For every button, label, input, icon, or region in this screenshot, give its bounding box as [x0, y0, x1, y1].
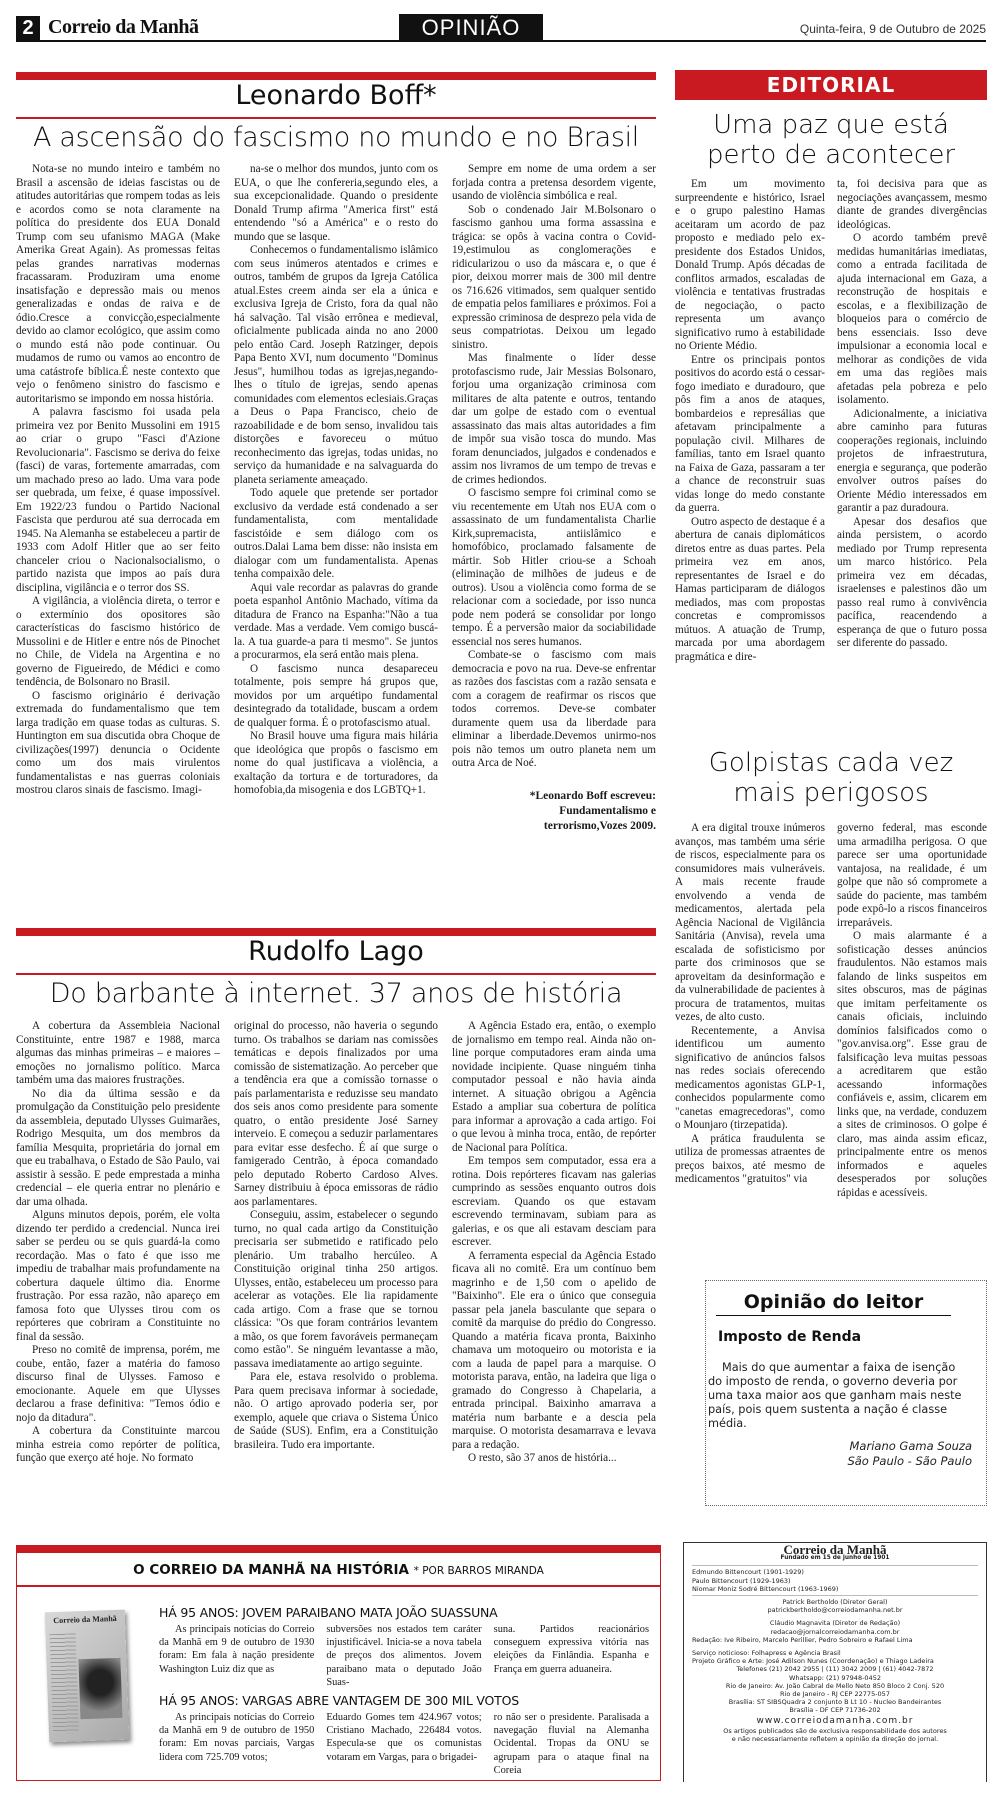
signature-line: Fundamentalismo e [559, 804, 656, 817]
lago-top-bar [16, 928, 656, 936]
history-item-1-title: HÁ 95 ANOS: JOVEM PARAIBANO MATA JOÃO SUASSUNA [159, 1605, 498, 1620]
paragraph: na-se o melhor dos mundos, junto com os EUA, o que lhe confereria,segundo eles, a sua excepcionalidade. Quando o presidente Donald Trump afirma "America first" está entendendo "só a América" e o resto do mundo que se lasque. [234, 163, 438, 243]
clipping-photo [78, 1658, 122, 1719]
paragraph: Conhecemos o fundamentalismo islâmico com seus inúmeros atentados e crimes e outros, também de grupos da Igreja Católica atual.Estes creem ainda ser ela a única e exclusiva Igreja de Cristo, fora da qual não há salvação. Tal visão errônea e medieval, oficialmente publicada ainda no ano 2000 pelo então Card. Joseph Ratzinger, depois Papa Bento XVI, num documento "Dominus Jesus", humilhou todas as igrejas,negando-lhes o título de igrejas, sendo apenas comunidades com elementos eclesiais.Graças a Deus o Papa Francisco, cheio de razoabilidade e de bom senso, invalidou tais distorções e favoreceu o mútuo reconhecimento das igrejas, todas unidas, no serviço da humanidade e na salvaguarda do planeta seriamente ameaçado. [234, 244, 438, 486]
paragraph: As principais notícias do Correio da Manhã em 9 de outubro de 1950 foram: Em novas parciais, Vargas lidera com 725.709 votos; [159, 1712, 315, 1763]
editorial-column-2 [837, 178, 987, 708]
lago-column-2 [234, 1020, 438, 1520]
address-rio: Rio de Janeiro: Av. João Cabral de Mello Neto 850 Bloco 2 Conj. 520 [725, 1681, 945, 1690]
paragraph: Sob o condenado Jair M.Bolsonaro o fascismo ganhou uma forma assassina e trágica: se opôs à vacina contra o Covid-19,estimulou as conglomerações e ridicularizou o uso da máscara e, o que é pior, deixou morrer mais de 300 mil dentre os 716.626 vitimados, sem qualquer sentido de empatia pelos familiares e próximos. Foi a expressão criminosa de desprezo pela vida de seus compatriotas. Deixou um legado sinistro. [452, 203, 656, 351]
boff-body [16, 163, 656, 903]
history-title: O CORREIO DA MANHÃ NA HISTÓRIA [133, 1562, 409, 1578]
whatsapp-number: Whatsapp: (21) 97948-0452 [789, 1673, 881, 1682]
reader-opinion-box [705, 1280, 987, 1506]
boff-headline: A ascensão do fascismo no mundo e no Brasil [32, 122, 639, 153]
paragraph: A Agência Estado era, então, o exemplo de jornalismo em tempo real. Ainda não on-line porque computadores eram ainda uma novidade incipiente. Quase ninguém tinha computador pessoal e não havia ainda internet. A situação obrigou a Agência Estado a ampliar sua cobertura de política para informar a aprovação a cada artigo. Foi o que levou à minha troca, então, de repórter de Nacional para Política. [452, 1020, 656, 1154]
title-line: mais perigosos [733, 778, 929, 808]
history-item-1-body [159, 1623, 649, 1689]
history-header [17, 1553, 660, 1587]
paragraph: subversões nos estados tem caráter injustificável. Inicia-se a nova tabela de preços dos alimentos. Jovem paraibano mata o deputado João Suas- [326, 1624, 482, 1688]
website-link[interactable]: www.correiodamanha.com.br [756, 1715, 914, 1726]
history-column [326, 1623, 481, 1689]
lago-author: Rudolfo Lago [248, 936, 424, 967]
paragraph: suna. Partidos reacionários conseguem expressiva vitória nas eleições da Finlândia. Espanha e França em guerra aduaneira. [493, 1624, 649, 1675]
paragraph: Alguns minutos depois, porém, ele volta dizendo ter perdido a credencial. Nunca irei saber se perdeu ou se quis guardá-la como recordação. Mas o fato é que isso me impediu de trabalhar mais profundamente na cobertura daquele último dia. Enorme frustração. Por essa razão, não apareço em famosa foto que Ulysses tirou com os repórteres que cobriram a Constituinte no final da sessão. [16, 1209, 220, 1343]
masthead-credits [683, 1542, 987, 1782]
paragraph: O mais alarmante é a sofisticação desses anúncios fraudulentos. Não estamos mais falando de links suspeitos em sites obscuros, mas de páginas que imitam perfeitamente os canais oficiais, incluindo domínios falsificados como o "gov.anvisa.org". Esse grau de falsificação leva muitas pessoas a acreditarem que estão acessando informações confiáveis e, assim, clicarem em links que, na verdade, conduzem a sites de criminosos. O golpe é claro, mas ainda assim eficaz, principalmente entre os menos informados e aqueles desesperados por soluções rápidas e acessíveis. [837, 930, 987, 1199]
paragraph: As principais notícias do Correio da Manhã em 9 de outubro de 1930 foram: Em fala à nação presidente Washington Luiz diz que as [159, 1624, 315, 1675]
director-general-name: Patrick Bertholdo (Diretor Geral) [782, 1598, 888, 1607]
founder: Edmundo Bittencourt (1901-1929) [692, 1568, 804, 1577]
newspaper-logo[interactable]: Correio da Manhã [48, 16, 199, 38]
paragraph: Todo aquele que pretende ser portador exclusivo da verdade está condenado a ser fundamentalista, com mentalidade fascistóide e sem diálogo com os outros.Dalai Lama bem disse: não insista em dialogar com um fundamentalista. Apenas tenha compaixão dele. [234, 487, 438, 580]
reader-opinion-subject: Imposto de Renda [718, 1329, 862, 1345]
paragraph: original do processo, não haveria o segundo turno. Os trabalhos se dariam nas comissões temáticas e depois finalizados por uma comissão de sistematização. Ao perceber que a tendência era que a comissão tornasse o país parlamentarista e reduzisse seu mandato dos seis anos como presidente para somente quatro, o então presidente José Sarney interveio. E começou a seduzir parlamentares para evitar esse desfecho. É aí que surge o famigerado Centrão, à época comandado pelo deputado Roberto Cardoso Alves. Sarney distribuiu à época emissoras de rádio aos parlamentares. [234, 1020, 438, 1208]
golpistas-column-2 [837, 822, 987, 1262]
editorial-label: EDITORIAL [675, 70, 987, 100]
divider [692, 1595, 978, 1596]
lago-headline: Do barbante à internet. 37 anos de história [49, 978, 623, 1009]
boff-signature [452, 789, 656, 834]
lago-body [16, 1020, 656, 1520]
address-rio-cep: Rio de Janeiro - RJ CEP 22775-057 [780, 1690, 890, 1699]
paragraph: A era digital trouxe inúmeros avanços, mas também uma série de riscos, especialmente para os consumidores mais vulneráveis. A mais recente fraude envolvendo a venda de medicamentos, alertada pela Agência Nacional de Vigilância Sanitária (Anvisa), revela uma escalada de sofisticismo por parte dos criminosos que se aproveitam da desinformação e da vulnerabilidade de pacientes à procura de tratamentos, muitas vezes, de alto custo. [675, 822, 825, 1023]
paragraph: O fascismo originário é derivação extremada do fundamentalismo que tem larga tradição em quase todas as culturas. S. Huntington em sua discutida obra Choque de civilizações(1997) denuncia o Ocidente como um dos mais virulentos fundamentalistas e nas guerras coloniais mostrou claros sinais de fascismo. Imagi- [16, 689, 220, 796]
editorial-body [675, 178, 987, 708]
lago-divider [16, 973, 656, 975]
boff-column-3 [452, 163, 656, 903]
graphic-design-credit: Projeto Gráfico e Arte: José Adilson Nunes (Coordenação) e Thiago Ladeira [692, 1657, 934, 1666]
paragraph: A cobertura da Assembleia Nacional Constituinte, entre 1987 e 1988, marca algumas das minhas primeiras – e maiores – emoções no jornalismo político. Marca também uma das maiores frustrações. [16, 1020, 220, 1086]
paragraph: Em tempos sem computador, essa era a rotina. Dois repórteres ficavam nas galerias cumprindo as sessões enquanto outros dois escreviam. Quando os que estavam escrevendo terminavam, subiam para as galerias, e os que ali estavam desciam para escrever. [452, 1155, 656, 1248]
paragraph: O resto, são 37 anos de história... [468, 1452, 617, 1464]
title-line: perto de acontecer [706, 140, 956, 170]
golpistas-body [675, 822, 987, 1262]
editorial-title [675, 110, 987, 170]
address-brasilia-cep: Brasília - DF CEP 71736-202 [789, 1706, 881, 1715]
paragraph: ro não ser o presidente. Paralisada a navegação fluvial na Alemanha Ocidental. Tropas da ONU se agrupam para o ataque final na Coreia [493, 1712, 649, 1776]
paragraph: Eduardo Gomes tem 424.967 votos; Cristiano Machado, 226484 votos. Especula-se que os comunistas votaram em Vargas, para o brigadei- [326, 1712, 482, 1763]
boff-top-bar [16, 72, 656, 80]
disclaimer: e não necessariamente refletem a opinião da direção do jornal. [731, 1735, 939, 1744]
paragraph: Apesar dos desafios que ainda persistem, o acordo mediado por Trump representa um marco histórico. Pela primeira vez em décadas, israelenses e palestinos dão um passo real rumo à convivência pacífica, reacendendo a esperança de que o futuro possa ser diferente do passado. [837, 515, 987, 649]
paragraph: No dia da última sessão e da promulgação da Constituição pelo presidente da assembleia, deputado Ulysses Guimarães, Rodrigo Mesquita, um dos membros da família Mesquita, proprietária do jornal em que eu trabalhava, o Estado de São Paulo, vai assistir à sessão. E pede emprestada a minha credencial – ele queria entrar no plenário e dar uma olhada. [16, 1087, 220, 1208]
page-header [16, 14, 986, 42]
paragraph: ta, foi decisiva para que as negociações avançassem, mesmo diante de grandes divergências ideológicas. [837, 178, 987, 231]
golpistas-column-1 [675, 822, 825, 1262]
page-number: 2 [16, 16, 40, 40]
lago-column-1 [16, 1020, 220, 1520]
boff-divider [16, 117, 656, 119]
paragraph: Adicionalmente, a iniciativa abre caminho para futuras cooperações regionais, incluindo projetos de infraestrutura, energia e segurança, que poderão envolver outros países do Oriente Médio interessados em garantir a paz duradoura. [837, 407, 987, 514]
divider [692, 1565, 978, 1566]
newsroom-staff: Redação: Ive Ribeiro, Marcelo Perillier, Pedro Sobreiro e Rafael Lima [692, 1635, 913, 1644]
paragraph: Preso no comitê de imprensa, porém, me coube, então, fazer a matéria do famoso discurso final de Ulysses. Famoso e emocionante. Aquele em que Ulysses declarou a frase definitiva: "Temos ódio e nojo da ditadura". [16, 1344, 220, 1424]
director-editorial-email[interactable]: redacao@jornalcorreiodamanha.com.br [770, 1627, 900, 1636]
paragraph: A vigilância, a violência direta, o terror e o extermínio dos opositores são características do fascismo histórico de Mussolini e de Hitler e entre nós de Pinochet no Chile, de Videla na Argentina e no governo de Figueiredo, de Médici e como tendência, de Bolsonaro no Brasil. [16, 595, 220, 688]
paragraph: O acordo também prevê medidas humanitárias imediatas, como a entrada facilitada de ajuda internacional em Gaza, a reconstrução de hospitais e escolas, e a flexibilização de bloqueios para o comércio de bens essenciais. Isso deve impulsionar a economia local e melhorar as condições de vida em uma das regiões mais afetadas pela pobreza e pelo isolamento. [837, 232, 987, 406]
paragraph: Nota-se no mundo inteiro e também no Brasil a ascensão de ideias fascistas ou de atitudes autoritárias que rompem todas as leis e acordos como se nota claramente na política do presidente dos EUA Donald Trump com seu ufanismo MAGA (Make Amerika Great Again). As promessas feitas pelas grandes narrativas modernas fracassaram. Produziram uma enome insatisfação e depressão mais ou menos generalizadas e ondas de raiva e de ódio.Cresce a convicção,especialmente devido ao clamor ecológico, que assim como o mundo está não pode continuar. Ou mudamos de rumo ou vamos ao encontro de uma catástrofe bíblica.É neste contexto que vejo o fenômeno sinistro do fascismo e autoritarismo se impondo em nossa história. [16, 163, 220, 405]
reader-opinion-signature [847, 1439, 972, 1469]
golpistas-title [675, 748, 987, 808]
paragraph: governo federal, mas esconde uma armadilha perigosa. O que parece ser uma oportunidade vantajosa, na realidade, é um golpe que não só compromete a saúde do paciente, mas também pode expô-lo a riscos financeiros irreparáveis. [837, 822, 987, 929]
paragraph: A ferramenta especial da Agência Estado ficava ali no comitê. Era um contínuo bem magrinho e de 1,50 com o apelido de "Baixinho". Ele era o único que conseguia passar pela janela basculante que separa o comitê da marquise do prédio do Congresso. Quando a matéria ficava pronta, Baixinho chamava um motoqueiro ou motorista e ia com a lauda de papel para a marquise. O motorista parava, então, na ladeira que liga o gramado do Congresso à Chapelaria, a entrada principal. Baixinho amarrava a matéria num barbante e a descia pela marquise. O motorista desamarrava e levava para a redação. [452, 1249, 656, 1451]
reader-location: São Paulo - São Paulo [847, 1454, 972, 1468]
editorial-column-1 [675, 178, 825, 708]
clipping-masthead: Correio da Manhã [53, 1613, 117, 1626]
history-item-2-body [159, 1711, 649, 1777]
signature-line: *Leonardo Boff escreveu: [529, 789, 656, 802]
paragraph: Mas finalmente o líder desse protofascismo rude, Jair Messias Bolsonaro, forjou uma organização criminosa com militares de alta patente e outros, tentando dar um golpe de estado com o eventual assassinato das mais altas autoridades a fim de impôr sua visão tosca do mundo. Mas foram denunciados, julgados e condenados e assim nos livramos de um tempo de trevas e de crimes hediondos. [452, 352, 656, 486]
address-brasilia: Brasília: ST SIBSQuadra 2 conjunto B Lt 10 - Nucleo Bandeirantes [728, 1698, 942, 1707]
history-column [159, 1711, 314, 1777]
paragraph: A cobertura da Constituinte marcou minha estreia como repórter de política, função que exerço até hoje. No formato [16, 1425, 220, 1464]
paragraph: Entre os principais pontos positivos do acordo está o cessar-fogo imediato e duradouro, que pôs fim a anos de ataques, bombardeios e represálias que afetavam principalmente a população civil. Milhares de famílias, tanto em Israel quanto na Faixa de Gaza, passaram a ter a chance de reconstruir suas vidas longe do medo constante da guerra. [675, 353, 825, 514]
reader-opinion-title: Opinião do leitor [716, 1291, 951, 1316]
paragraph: Aqui vale recordar as palavras do grande poeta espanhol Antônio Machado, vítima da ditadura de Franco na Espanha:"Não a tua verdade. Mas a verdade. Vem comigo buscá-la. A tua guarde-a para ti mesmo". Se juntos a procurarmos, ela será então mais plena. [234, 581, 438, 661]
history-column [494, 1711, 649, 1777]
founder: Niomar Moniz Sodré Bittencourt (1963-1969) [692, 1584, 839, 1593]
paragraph: Sempre em nome de uma ordem a ser forjada contra a pretensa desordem vigente, usando de violência simbólica e real. [452, 163, 656, 202]
paragraph: O fascismo sempre foi criminal como se viu recentemente em Utah nos EUA com o assassinato de um fundamentalista Charlie Kirk,supremacista, antiislâmico e homofóbico, proclamado falsamente de mártir. Sob Hitler criou-se a Schoah (eliminação de milhões de judeus e de outros). Usou a violência como forma de se relacionar com a sociedade, por isso nunca pode nem poderá se consolidar por longo tempo. É a perversão maior da sociabilidade essencial nos seres humanos. [452, 487, 656, 648]
paragraph: O fascismo nunca desapareceu totalmente, pois sempre há grupos que, movidos por um arquétipo fundamental desintegrado da totalidade, buscam a ordem de qualquer forma. É o protofascismo atual. [234, 662, 438, 729]
history-item-2-title: HÁ 95 ANOS: VARGAS ABRE VANTAGEM DE 300 MIL VOTOS [159, 1693, 519, 1708]
history-column [326, 1711, 481, 1777]
history-column [159, 1623, 314, 1689]
history-column [494, 1623, 649, 1689]
reader-opinion-body: Mais do que aumentar a faixa de isenção do imposto de renda, o governo deveria por uma taxa maior aos que ganham mais neste país, pois quem sustenta a nação é classe média. [708, 1361, 962, 1430]
title-line: Uma paz que está [713, 110, 949, 140]
issue-date: Quinta-feira, 9 de Outubro de 2025 [799, 22, 986, 36]
news-service: Serviço noticioso: Folhapress e Agência Brasil [692, 1649, 841, 1658]
founders-list [684, 1568, 986, 1593]
paragraph: Combate-se o fascismo com mais democracia e povo na rua. Deve-se enfrentar as razões dos fascistas com a razão sensata e com a coragem de reafirmar os riscos que todos corremos. Deve-se combater duramente quem usa da liberdade para eliminar a liberdade.Devemos unirmo-nos pois não temos um outro planeta nem um outra Arca de Noé. [452, 649, 656, 769]
paragraph: Recentemente, a Anvisa identificou um aumento significativo de anúncios falsos nas redes sociais oferecendo medicamentos agonistas GLP-1, conhecidos popularmente como "canetas emagrecedoras", como o Mounjaro (tirzepatida). [675, 1024, 825, 1131]
masthead-founded: Fundado em 15 de junho de 1901 [780, 1555, 890, 1562]
paragraph: A palavra fascismo foi usada pela primeira vez por Benito Mussolini em 1915 ao criar o grupo "Fasci d'Azione Revolucionaria". Fascismo se deriva do feixe (fasci) de varas, fortemente amarradas, com um machado preso ao lado. Uma vara pode ser quebrada, um feixe, é quase impossível. Em 1922/23 fundou o Partido Nacional Fascista que perdurou até sua derrocada em 1945. Na Alemanha se estabeleceu a partir de 1933 com Adolf Hitler que ao ser feito chanceler criou o Nacionalsocialismo, o partido nazista que impos ao país dura disciplina, vigilância e o terror dos SS. [16, 406, 220, 594]
clipping-text-lines [50, 1633, 79, 1734]
signature-line: terrorismo,Vozes 2009. [543, 819, 656, 832]
boff-column-2 [234, 163, 438, 903]
section-label: OPINIÃO [399, 14, 543, 41]
disclaimer: Os artigos publicados são de exclusiva responsabilidade dos autores [723, 1726, 947, 1735]
boff-column-1 [16, 163, 220, 903]
paragraph: Conseguiu, assim, estabelecer o segundo turno, no qual cada artigo da Constituição precisaria ser submetido e ratificado pelo plenário. Um trabalho hercúleo. A Constituição original tinha 250 artigos. Ulysses, então, estabeleceu um processo para acelerar as votações. Ele lia rapidamente cada artigo. Com a frase que se tornou clássica: "Os que foram contrários levantem a mão, os que forem favoráveis permaneçam como estão". Se ninguém levantasse a mão, passava imediatamente ao artigo seguinte. [234, 1209, 438, 1370]
reader-name: Mariano Gama Souza [849, 1439, 972, 1453]
director-general-email[interactable]: patrickbertholdo@correiodamanha.net.br [767, 1606, 903, 1615]
lago-column-3 [452, 1020, 656, 1520]
title-line: Golpistas cada vez [708, 748, 954, 778]
phone-numbers: Telefones (21) 2042 2955 | (11) 3042 2009 | (61) 4042-7872 [736, 1665, 934, 1674]
boff-author: Leonardo Boff* [235, 80, 437, 111]
history-box [16, 1545, 661, 1781]
founder: Paulo Bittencourt (1929-1963) [692, 1576, 791, 1585]
masthead-logo: Correio da Manhã [783, 1542, 887, 1557]
history-byline: * POR BARROS MIRANDA [413, 1565, 544, 1577]
paragraph: Para ele, estava resolvido o problema. Para quem precisava informar à sociedade, não. O artigo aprovado poderia ser, por exemplo, aquele que criava o Sistema Único de Saúde (SUS). Enfim, era a Constituição brasileira. Tudo era importante. [234, 1371, 438, 1451]
paragraph: Outro aspecto de destaque é a abertura de canais diplomáticos diretos entre as duas partes. Pela primeira vez em anos, representantes de Israel e do Hamas participaram de diálogos mediados, mas com propostas concretas e compromissos mútuos. A atuação de Trump, marcada por uma abordagem pragmática e dire- [675, 515, 825, 663]
director-editorial [684, 1619, 986, 1635]
paragraph: A prática fraudulenta se utiliza de promessas atraentes de preços baixos, até mesmo de medicamentos "gratuitos" via [675, 1132, 825, 1185]
director-editorial-name: Cláudio Magnavita (Diretor de Redação) [769, 1619, 901, 1628]
newspaper-clipping-image [45, 1610, 129, 1743]
paragraph: Em um movimento surpreendente e histórico, Israel e o grupo palestino Hamas aceitaram um acordo de paz proposto e mediado pelo ex-presidente dos Estados Unidos, Donald Trump. Após décadas de conflitos armados, escaladas de violência e tentativas frustradas de negociação, o pacto representa um avanço significativo rumo à estabilidade no Oriente Médio. [675, 178, 825, 352]
director-general [684, 1598, 986, 1614]
paragraph: No Brasil houve uma figura mais hilária que ideológica que propôs o fascismo em nome do qual justificava a violência, a exaltação da tortura e de torturadores, da homofobia,da misogenia e dos LGBTQ+1. [234, 730, 438, 796]
